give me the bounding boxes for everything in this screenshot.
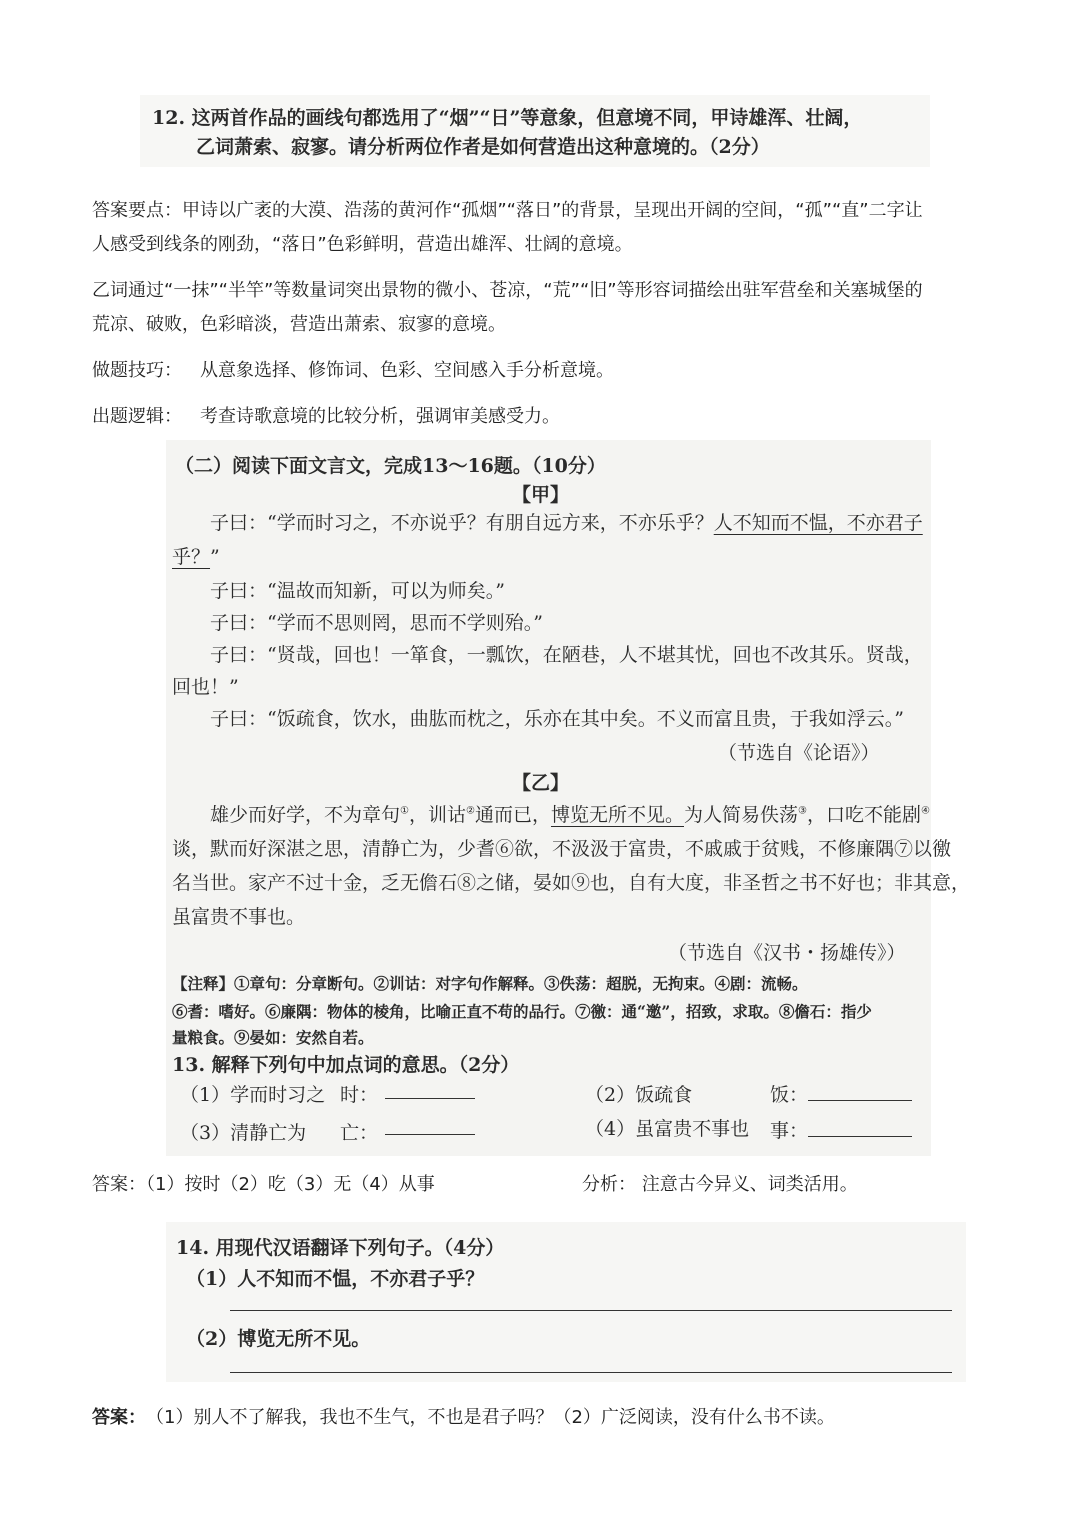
jia-line7: 子曰：“饭疏食，饮水，曲肱而枕之，乐亦在其中矣。不义而富且贵，于我如浮云。” [210,708,904,730]
section2-heading: （二）阅读下面文言文，完成13～16题。（10分） [175,455,606,477]
yi-text-e: ，口吃不能剧 [806,804,921,826]
logic-label: 出题逻辑： [92,406,182,427]
q13-item1-word: 时： [340,1084,379,1106]
jia-line2-underlined: 乎？ [172,546,211,568]
jia-line1-text: 子曰：“学而时习之，不亦说乎？有朋自远方来，不亦乐乎？ [210,512,714,534]
q13-blank-3[interactable] [385,1134,475,1135]
jia-line6: 回也！” [172,676,239,698]
q13-item4-word: 事： [770,1120,809,1142]
yi-line2: 谈，默而好深湛之思，清静亡为，少耆⑥欲，不汲汲于富贵，不戚戚于贫贱，不修廉隅⑦以徼 [172,838,952,860]
q14-sentence2: （2）博览无所不见。 [186,1328,371,1350]
a12-p2-line1: 乙词通过“一抹”“半竿”等数量词突出景物的微小、苍凉，“荒”“旧”等形容词描绘出驻军营垒和关塞城堡的 [92,280,923,301]
a12-p1-line2: 人感受到线条的刚劲，“落日”色彩鲜明，营造出雄浑、壮阔的意境。 [92,234,633,255]
logic-text: 考查诗歌意境的比较分析，强调审美感受力。 [200,406,560,427]
yi-line3: 名当世。家产不过十金，乏无儋石⑧之储，晏如⑨也，自有大度，非圣哲之书不好也；非其意， [172,872,971,894]
q14-sentence1: （1）人不知而不愠，不亦君子乎？ [186,1268,485,1290]
q13-title: 13. 解释下列句中加点词的意思。（2分） [172,1054,520,1076]
jia-line5: 子曰：“贤哉，回也！一箪食，一瓢饮，在陋巷，人不堪其忧，回也不改其乐。贤哉， [210,644,923,666]
yi-text-c: 通而已， [474,804,551,826]
a13-analysis: 分析： 注意古今异义、词类活用。 [582,1174,858,1195]
jia-line1 [210,508,923,535]
yi-line1 [210,800,930,827]
q13-item4: （4）虽富贵不事也 [585,1118,750,1140]
q14-title: 14. 用现代汉语翻译下列句子。（4分） [176,1237,505,1259]
a12-p1-line1: 答案要点：甲诗以广袤的大漠、浩荡的黄河作“孤烟”“落日”的背景，呈现出开阔的空间，“孤”“直”二字让 [92,200,923,221]
q13-item1: （1）学而时习之 [180,1084,326,1106]
tip-text: 从意象选择、修饰词、色彩、空间感入手分析意境。 [200,360,614,381]
q13-blank-2[interactable] [808,1100,912,1101]
jia-title: 【甲】 [512,484,570,506]
jia-line2-quote: ” [210,546,220,568]
jia-line1-underlined: 人不知而不愠，不亦君子 [713,512,923,534]
q13-item3: （3）清静亡为 [180,1122,307,1144]
q13-item2-word: 饭： [770,1084,809,1106]
q12-line1: 12. 这两首作品的画线句都选用了“烟”“日”等意象，但意境不同，甲诗雄浑、壮阔， [152,107,863,129]
jia-line3: 子曰：“温故而知新，可以为师矣。” [210,580,505,602]
q13-item2: （2）饭疏食 [585,1084,693,1106]
yi-title: 【乙】 [512,772,570,794]
footnote-mark-1: ① [400,805,409,817]
yi-source: （节选自《汉书・扬雄传》） [668,942,906,964]
footnote-mark-3: ③ [798,805,807,817]
q13-item3-word: 亡： [340,1122,379,1144]
tip-label: 做题技巧： [92,360,182,381]
q14-answer-line-2[interactable] [230,1372,952,1373]
footnote-mark-4: ④ [921,805,930,817]
yi-line4: 虽富贵不事也。 [172,906,306,928]
a12-p2-line2: 荒凉、破败，色彩暗淡，营造出萧索、寂寥的意境。 [92,314,506,335]
yi-underlined: 博览无所不见。 [550,804,684,826]
a14-text: （1）别人不了解我，我也不生气，不也是君子吗？（2）广泛阅读，没有什么书不读。 [146,1407,835,1428]
notes-line3: 量粮食。⑨晏如：安然自若。 [172,1028,374,1047]
scan-region-classical-text [166,440,931,1156]
jia-line4: 子曰：“学而不思则罔，思而不学则殆。” [210,612,543,634]
jia-source: （节选自《论语》） [718,742,880,764]
yi-text-d: 为人简易佚荡 [684,804,799,826]
yi-text-a: 雄少而好学，不为章句 [210,804,401,826]
notes-line1: 【注释】①章句：分章断句。②训诂：对字句作解释。③佚荡：超脱，无拘束。④剧：流畅。 [172,974,808,993]
footnote-mark-2: ② [466,805,475,817]
q13-blank-1[interactable] [385,1098,475,1099]
q14-answer-line-1[interactable] [230,1310,952,1311]
notes-line2: ⑥耆：嗜好。⑥廉隅：物体的棱角，比喻正直不苟的品行。⑦徼：通“邀”，招致，求取。⑧儋石：指少 [172,1002,872,1021]
q12-line2: 乙词萧索、寂寥。请分析两位作者是如何营造出这种意境的。（2分） [196,136,770,158]
a14-label: 答案： [92,1407,146,1428]
yi-text-b: ，训诂 [408,804,466,826]
q13-blank-4[interactable] [808,1136,912,1137]
jia-line2 [172,542,220,569]
a13-answer: 答案：（1）按时（2）吃（3）无（4）从事 [92,1174,435,1195]
